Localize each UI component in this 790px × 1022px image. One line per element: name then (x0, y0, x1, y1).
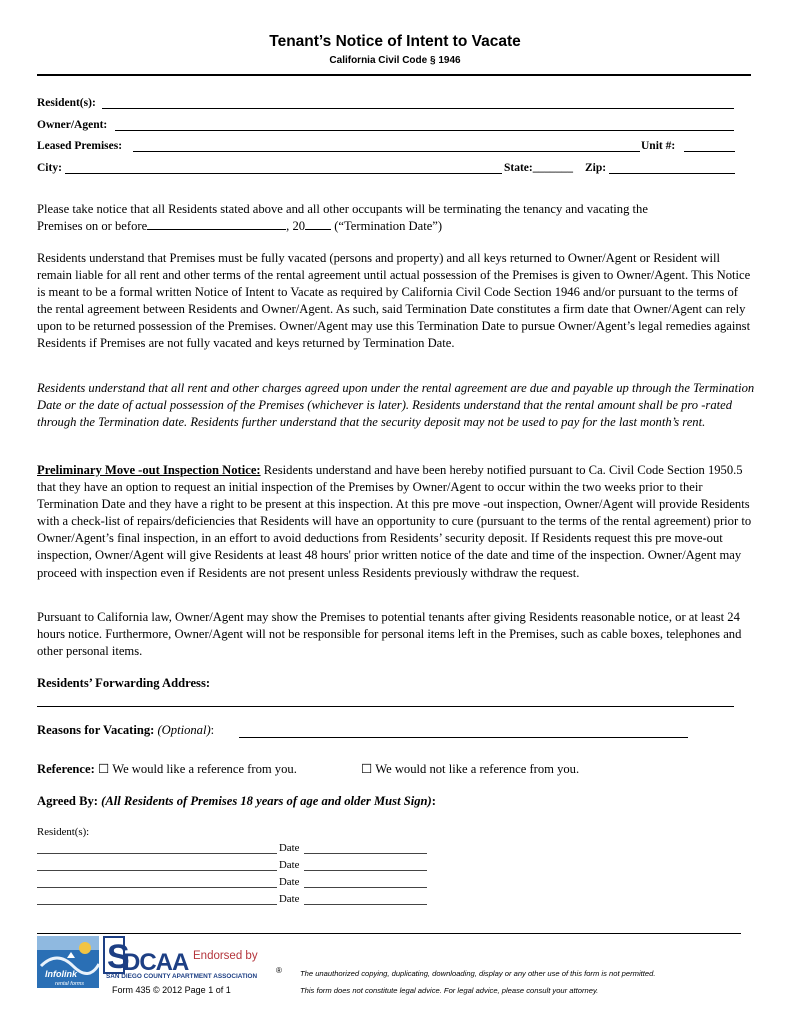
signature-residents-label: Resident(s): (37, 826, 90, 838)
state-field[interactable]: State:_______ (504, 162, 573, 174)
registered-mark: ® (276, 966, 282, 975)
agreed-by-colon: : (431, 794, 436, 808)
document-subtitle: California Civil Code § 1946 (329, 55, 461, 66)
reference-label: Reference: (37, 762, 95, 776)
form-number: Form 435 © 2012 Page 1 of 1 (112, 985, 231, 995)
notice-before-text: Premises on or before (37, 219, 148, 233)
reference-no-label: We would not like a reference from you. (375, 762, 580, 776)
forwarding-address-field[interactable] (37, 706, 734, 707)
date-label-1: Date (279, 842, 300, 854)
leased-premises-field-label: Leased Premises: (37, 140, 123, 152)
infolink-logo-text: Infolink (45, 969, 77, 979)
reasons-field[interactable] (239, 737, 688, 738)
residents-field-label: Resident(s): (37, 97, 96, 109)
date-field-4[interactable] (304, 904, 427, 905)
city-field-label: City: (37, 162, 62, 174)
agreed-by-label: Agreed By: (37, 794, 98, 808)
document-title: Tenant’s Notice of Intent to Vacate (269, 33, 521, 50)
sdcaa-logo (103, 936, 189, 974)
owner-agent-field-label: Owner/Agent: (37, 119, 108, 131)
reference-yes-checkbox[interactable]: ☐ (97, 762, 110, 776)
agreed-by-note: (All Residents of Premises 18 years of age and older Must Sign) (101, 794, 432, 808)
sdcaa-logo-s-glyph: S (107, 938, 130, 974)
unit-field[interactable] (684, 151, 735, 152)
termination-year-field[interactable] (305, 219, 331, 230)
date-label-3: Date (279, 876, 300, 888)
date-field-3[interactable] (304, 887, 427, 888)
date-field-1[interactable] (304, 853, 427, 854)
rent-paragraph: Residents understand that all rent and other charges agreed upon under the rental agreement are due and payable up through the Termination Date or the date of actual possession of the Premises (whichever is later). Residents understand that the rental amount shall be pro -rated through the Termination date. Residents further understand that the security deposit may not be used to pay for the last month’s rent. (37, 381, 755, 430)
reference-no-row (361, 761, 579, 777)
notice-year-text: , 20 (286, 219, 306, 233)
reasons-label-row (37, 723, 214, 738)
reasons-colon: : (210, 723, 215, 737)
inspection-paragraph (37, 462, 755, 582)
zip-field[interactable] (609, 173, 735, 174)
resident-signature-4[interactable] (37, 904, 277, 905)
date-label-4: Date (279, 893, 300, 905)
infolink-logo (37, 936, 99, 988)
unit-field-label: Unit #: (641, 140, 676, 152)
association-name: SAN DIEGO COUNTY APARTMENT ASSOCIATION (106, 973, 258, 980)
residents-field[interactable] (102, 108, 734, 109)
reasons-label: Reasons for Vacating: (37, 723, 155, 737)
date-field-2[interactable] (304, 870, 427, 871)
resident-signature-2[interactable] (37, 870, 277, 871)
reference-yes-label: We would like a reference from you. (112, 762, 297, 776)
possession-paragraph: Residents understand that Premises must be fully vacated (persons and property) and all keys returned to Owner/Agent or Resident will remain liable for all rent and other terms of the rental agreement until actual possession of the Premises is given to Owner/Agent. This Notice is meant to be a formal written Notice of Intent to Vacate as required by California Civil Code Section 1946 and/or pursuant to the terms of the rental agreement between Residents and Owner/Agent. As such, said Termination Date constitutes a firm date that Owner/Agent can rely upon to be returned possession of the Premises. Owner/Agent may use this Termination Date to pursue Owner/Agent’s legal remedies against Residents if Premises are not fully vacated and keys returned by Termination Date. (37, 251, 751, 351)
infolink-logo-subtext: rental forms (55, 981, 85, 987)
resident-signature-3[interactable] (37, 887, 277, 888)
owner-agent-field[interactable] (115, 130, 734, 131)
copy-notice: The unauthorized copying, duplicating, downloading, display or any other use of this form is not permitted. (300, 969, 656, 978)
notice-line-1: Please take notice that all Residents stated above and all other occupants will be terminating the tenancy and vacating the (37, 202, 648, 216)
date-label-2: Date (279, 859, 300, 871)
zip-field-label: Zip: (585, 162, 607, 174)
reference-no-checkbox[interactable]: ☐ (361, 762, 373, 776)
endorsed-by-text: Endorsed by (193, 950, 258, 962)
agreed-by-row (37, 794, 436, 809)
city-field[interactable] (65, 173, 502, 174)
legal-notice: This form does not constitute legal advice. For legal advice, please consult your attorney. (300, 986, 599, 995)
showing-paragraph: Pursuant to California law, Owner/Agent may show the Premises to potential tenants after giving Residents reasonable notice, or at least 24 hours notice. Furthermore, Owner/Agent will not be responsible for personal items left in the Premises, such as cable boxes, telephones and other personal items. (37, 610, 742, 659)
inspection-body: Residents understand and have been hereby notified pursuant to Ca. Civil Code Section 1950.5 that they have an option to request an initial inspection of the Premises by Owner/Agent to occur within the two weeks prior to their Termination Date and they have a right to be present at this inspection. At this pre move -out inspection, Owner/Agent will provide Residents with a check-list of repairs/deficiencies that Residents will have an opportunity to cure (pursuant to the terms of the rental agreement) prior to Owner/Agent’s final inspection, in an effort to avoid deductions from Residents’ security deposit. If Residents request this pre move-out inspection, Owner/Agent will give Residents at least 48 hours' prior written notice of the date and time of the inspection. Owner/Agent may proceed with inspection even if Residents are not present unless Residents previously withdraw the request. (37, 463, 752, 580)
notice-line-2 (37, 219, 442, 234)
leased-premises-field[interactable] (133, 151, 640, 152)
reasons-optional: (Optional) (157, 723, 211, 737)
forwarding-address-label: Residents’ Forwarding Address: (37, 676, 211, 690)
termination-date-field[interactable] (147, 219, 286, 230)
footer-divider (37, 933, 741, 934)
header-divider (37, 74, 751, 76)
notice-termination-date-text: (“Termination Date”) (331, 219, 443, 233)
sdcaa-logo-text: DCAA (123, 949, 189, 974)
inspection-heading: Preliminary Move -out Inspection Notice: (37, 463, 261, 477)
reference-row (37, 761, 297, 777)
resident-signature-1[interactable] (37, 853, 277, 854)
